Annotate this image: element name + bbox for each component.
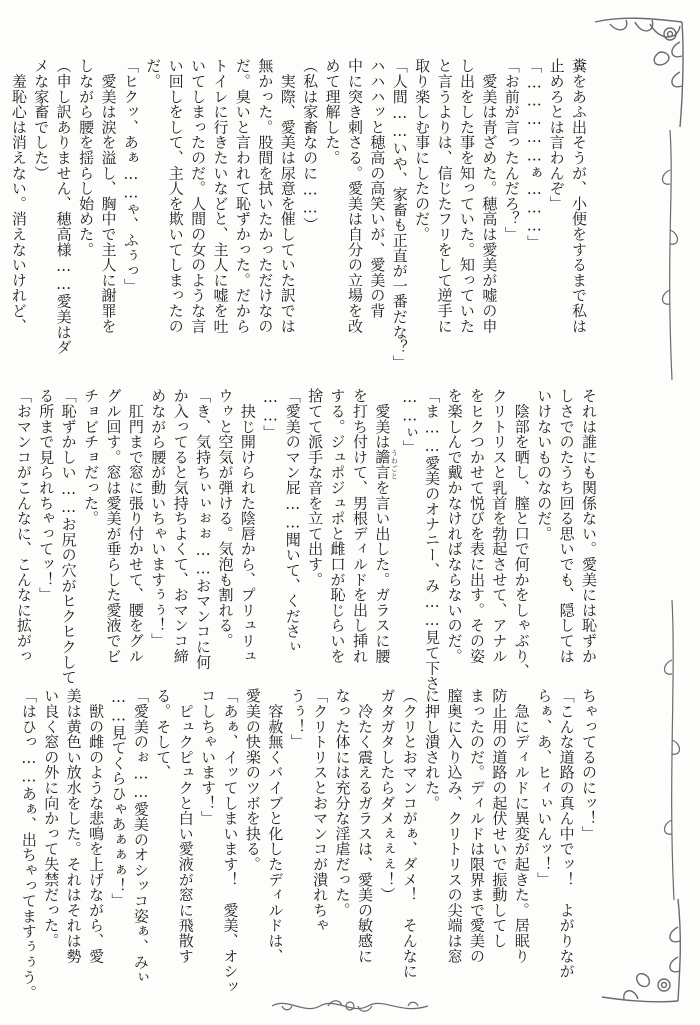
text-line: チョビチョだった。: [82, 388, 101, 526]
floral-vine-right-icon: [652, 130, 682, 380]
ruby-word: 譫言 うわごと: [373, 449, 399, 480]
text-line: 「人間……いや、家畜も正直が一番だな？」: [390, 58, 409, 370]
text-line: まったのだ。ディルドは限界まで愛美の: [467, 688, 486, 964]
text-line: る所まで見られちゃってッ！」: [37, 388, 56, 603]
text-line: 糞をあふ出そうが、小便をするまで私は: [570, 58, 588, 334]
text-line: うぅ！」: [288, 688, 307, 750]
text-line: 愛美は譫言 うわごとを言い出した。ガラスに腰: [373, 388, 399, 664]
text-line: らぁ、あ、ヒィぃいんッ！」: [535, 688, 554, 887]
text-line: し出をした事を知っていた。知っていた: [457, 58, 476, 334]
text-line: めて理解した。: [323, 58, 342, 166]
text-line: ハハハッと穂高の高笑いが、愛美の背: [368, 58, 387, 319]
text-line: ちゃってるのにッ！」: [580, 688, 598, 841]
text-line: 実際、愛美は尿意を催していた訳では: [278, 58, 297, 334]
text-line: 「こんな道路の真ん中でッ！ よがりなが: [557, 688, 576, 979]
text-line: 急にディルドに異変が起きた。居眠り: [512, 688, 531, 964]
text-line: と言うよりは、信じたフリをして逆手に: [435, 58, 454, 334]
text-line: 防止用の道路の起伏せいで振動してし: [490, 688, 509, 949]
text-line: 「お前が言ったんだろ？」: [502, 58, 521, 242]
text-line: 容赦無くバイブと化したディルドは、: [266, 688, 285, 964]
footer-flourish-icon: [268, 995, 432, 1017]
text-line: を楽しんで戴かなければならないのだ。: [445, 388, 464, 664]
floral-vine-right-lower-icon: [656, 600, 686, 900]
text-line: なった体には充分な淫虐だった。: [333, 688, 352, 918]
text-line: 中に突き刺さる。愛美は自分の立場を改: [345, 58, 364, 334]
text-block-top: [9, 58, 590, 370]
text-line: 美は黄色い放水をした。それはそれは勢: [64, 688, 83, 964]
text-line: それは誰にも関係ない。愛美には恥ずか: [580, 388, 598, 664]
text-line: （クリとおマンコがぁ、ダメ！ そんなに: [400, 688, 419, 979]
text-line: 「ヒクッ、あぁ……ゃ、ふぅっ」: [121, 58, 140, 294]
text-block-middle: [14, 388, 600, 691]
text-line: 取り楽しむ事にしたのだ。: [413, 58, 432, 242]
text-line: ……ぃ」: [400, 388, 419, 456]
text-line: いてしまったのだ。人間の女のような言: [189, 58, 208, 334]
text-line: ガタガタしたらダメぇぇぇ！）: [378, 688, 397, 903]
text-line: （申し訳ありません、穂高様……愛美はダ: [54, 58, 73, 355]
text-line: ウゥと空気が弾ける。気泡も割れる。: [216, 388, 235, 649]
text-line: 肛門まで窓に張り付かせて、腰をグル: [126, 388, 145, 664]
text-line: 止めろとは言わんぞ」: [547, 58, 566, 211]
text-line: グル回す。窓は愛美が垂らした愛液でビ: [104, 388, 123, 664]
text-line: 「はひっ……あぁ、出ちゃってますぅぅう。: [19, 688, 38, 1000]
text-line: いけないものなのだ。: [535, 388, 554, 541]
text-line: 無かった。股間を拭いたかっただけなの: [256, 58, 275, 334]
text-line: 羞恥心は消えない。消えないけれど、: [9, 58, 28, 334]
text-line: 「愛美のぉ……愛美のオシッコ姿ぁ、みぃ: [131, 688, 150, 985]
text-line: トイレに行きたいなどと、主人に嘘を吐: [211, 58, 230, 334]
text-line: クリトリスと乳首を勃起させて、アナル: [490, 388, 509, 664]
text-line: 愛美は青ざめた。穂高は愛美が嘘の申: [480, 58, 499, 334]
text-line: 「ま……愛美のオナニー、み……見て下さ: [423, 388, 442, 691]
text-line: ピュクピュクと白い愛液が窓に飛散す: [176, 688, 195, 964]
text-line: 冷たく震えるガラスは、愛美の敏感に: [355, 688, 374, 964]
text-line: 「愛美のマン屁……聞いて、くださぃ: [283, 388, 302, 655]
text-line: に押し潰された。: [423, 688, 442, 811]
text-line: めながら腰が動いちゃいますぅぅ！」: [149, 388, 168, 649]
text-line: ……見てくらひゃあぁぁぁ！」: [109, 688, 128, 909]
text-line: しながら腰を揺らし始めた。: [77, 58, 96, 257]
text-line: ……」: [261, 388, 280, 440]
text-line: 愛美の快楽のツボを抉る。: [243, 688, 262, 872]
text-line: を打ち付けて、男根ディルドを出し挿れ: [350, 388, 369, 664]
text-line: だ。臭いと言われて恥ずかった。だから: [233, 58, 252, 334]
ruby-reading: うわごと: [390, 449, 399, 480]
floral-corner-top-right-icon: [590, 12, 690, 132]
text-line: 「クリトリスとおマンコが潰れちゃ: [311, 688, 330, 933]
text-line: だ。: [144, 58, 163, 89]
text-line: 愛美は涙を溢し、胸中で主人に謝罪を: [99, 58, 118, 334]
text-line: い良く窓の外に向かって失禁だった。: [42, 688, 61, 949]
text-line: コしちゃいます！」: [199, 688, 218, 826]
text-line: メな家畜でした）: [32, 58, 51, 181]
text-line: 膣奥に入り込み、クリトリスの尖端は窓: [445, 688, 464, 964]
text-line: い回しをして、主人を欺いてしまったの: [166, 58, 185, 334]
text-line: 「恥ずかしい……お尻の穴がヒクヒクして: [59, 388, 78, 685]
text-line: 抉じ開けられた陰唇から、プリュリュ: [238, 388, 257, 664]
text-line: 「おマンコがこんなに、こんなに拡がっ: [14, 388, 33, 664]
text-line: をヒクつかせて悦びを表に出す。その姿: [467, 388, 486, 664]
text-line: （私は家畜なのに……）: [301, 58, 320, 233]
text-line: 「き、気持ちぃぃぉぉ……おマンコに何: [194, 388, 213, 670]
text-line: 捨てて派手な音を立て出す。: [306, 388, 325, 587]
text-line: 陰部を晒し、膣と口で何かをしゃぶり、: [512, 388, 531, 679]
floral-corner-bottom-right-icon: [598, 897, 688, 1007]
text-line: か入ってると気持ちよくて、おマンコ締: [171, 388, 190, 664]
text-line: 「……………ぁ………」: [525, 58, 544, 251]
text-line: る。そして、: [154, 688, 173, 780]
text-line: する。ジュポジュポと雌口が恥じらいを: [328, 388, 347, 664]
text-line: しさでのたうち回る思いでも、隠しては: [557, 388, 576, 664]
text-line: 獣の雌のような悲鳴を上げながら、愛: [87, 688, 106, 964]
text-line: 「あぁ、イッてしまいます！ 愛美、オシッ: [221, 688, 240, 994]
text-block-bottom: [19, 688, 600, 1000]
